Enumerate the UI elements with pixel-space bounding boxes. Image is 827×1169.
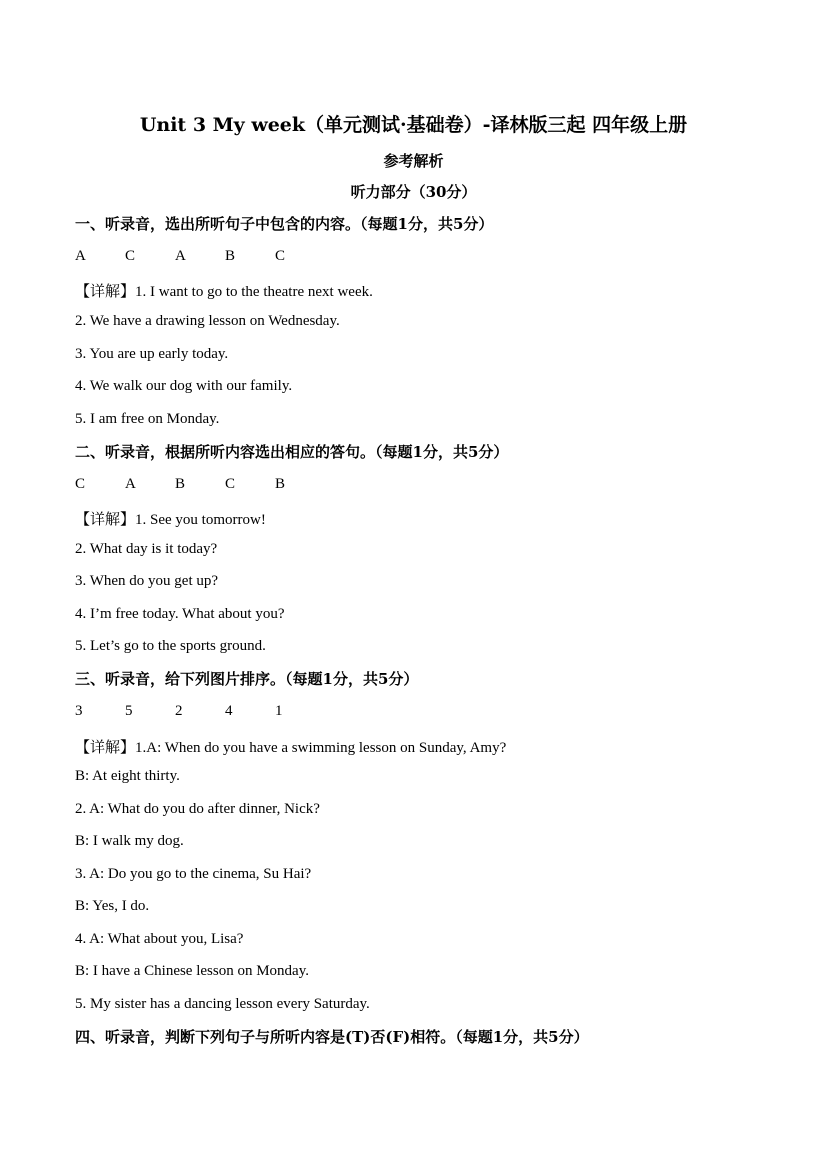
section-4-heading: 四、听录音，判断下列句子与所听内容是(T)否(F)相符。（每题1分，共5分） bbox=[75, 1028, 589, 1046]
answer: C bbox=[275, 248, 286, 264]
explanation-line: B: I walk my dog. bbox=[75, 833, 184, 849]
answer: A bbox=[125, 476, 136, 492]
explanation-line: 3. A: Do you go to the cinema, Su Hai? bbox=[75, 866, 312, 882]
document-subtitle: 参考解析 bbox=[383, 152, 444, 170]
explanation-line: 4. We walk our dog with our family. bbox=[75, 378, 293, 394]
document-title: Unit 3 My week（单元测试·基础卷）-译林版三起 四年级上册 bbox=[139, 114, 688, 136]
explanation-line: 3. You are up early today. bbox=[75, 346, 229, 362]
answer: A bbox=[75, 248, 86, 264]
answer: B bbox=[175, 476, 186, 492]
explanation-text: 1.A: When do you have a swimming lesson on Sunday, Amy? bbox=[135, 740, 507, 756]
answer: A bbox=[175, 248, 186, 264]
answer: 4 bbox=[225, 703, 233, 719]
section-1-explanation-line bbox=[75, 280, 373, 301]
explanation-line: 5. Let’s go to the sports ground. bbox=[75, 638, 266, 654]
explanation-line: 4. A: What about you, Lisa? bbox=[75, 931, 244, 947]
section-3-heading: 三、听录音，给下列图片排序。（每题1分，共5分） bbox=[75, 670, 419, 688]
section-2-explanation-line bbox=[75, 508, 266, 529]
answer: C bbox=[125, 248, 136, 264]
section-1-heading: 一、听录音，选出所听句子中包含的内容。（每题1分，共5分） bbox=[75, 215, 494, 233]
section-3-explanation-line bbox=[75, 736, 506, 757]
section-3-answers bbox=[75, 703, 325, 720]
explanation-line: 5. My sister has a dancing lesson every Saturday. bbox=[75, 996, 370, 1012]
explanation-tag: 【详解】 bbox=[75, 282, 136, 300]
section-2-heading: 二、听录音，根据所听内容选出相应的答句。（每题1分，共5分） bbox=[75, 443, 509, 461]
explanation-line: B: I have a Chinese lesson on Monday. bbox=[75, 963, 309, 979]
explanation-line: 4. I’m free today. What about you? bbox=[75, 606, 285, 622]
answer: 5 bbox=[125, 703, 133, 719]
answer: 3 bbox=[75, 703, 83, 719]
section-1-answers bbox=[75, 248, 325, 265]
explanation-tag: 【详解】 bbox=[75, 510, 136, 528]
explanation-tag: 【详解】 bbox=[75, 738, 136, 756]
answer: B bbox=[225, 248, 236, 264]
answer: 2 bbox=[175, 703, 183, 719]
answer: B bbox=[275, 476, 286, 492]
explanation-line: 2. We have a drawing lesson on Wednesday. bbox=[75, 313, 340, 329]
explanation-text: 1. See you tomorrow! bbox=[135, 512, 266, 528]
answer: 1 bbox=[275, 703, 283, 719]
explanation-line: 2. What day is it today? bbox=[75, 541, 218, 557]
explanation-text: 1. I want to go to the theatre next week. bbox=[135, 284, 373, 300]
explanation-line: B: Yes, I do. bbox=[75, 898, 150, 914]
part-heading: 听力部分（30分） bbox=[350, 183, 477, 201]
explanation-line: 5. I am free on Monday. bbox=[75, 411, 220, 427]
answer: C bbox=[75, 476, 86, 492]
explanation-line: 3. When do you get up? bbox=[75, 573, 219, 589]
answer: C bbox=[225, 476, 236, 492]
section-2-answers bbox=[75, 476, 325, 493]
explanation-line: 2. A: What do you do after dinner, Nick? bbox=[75, 801, 320, 817]
explanation-line: B: At eight thirty. bbox=[75, 768, 180, 784]
